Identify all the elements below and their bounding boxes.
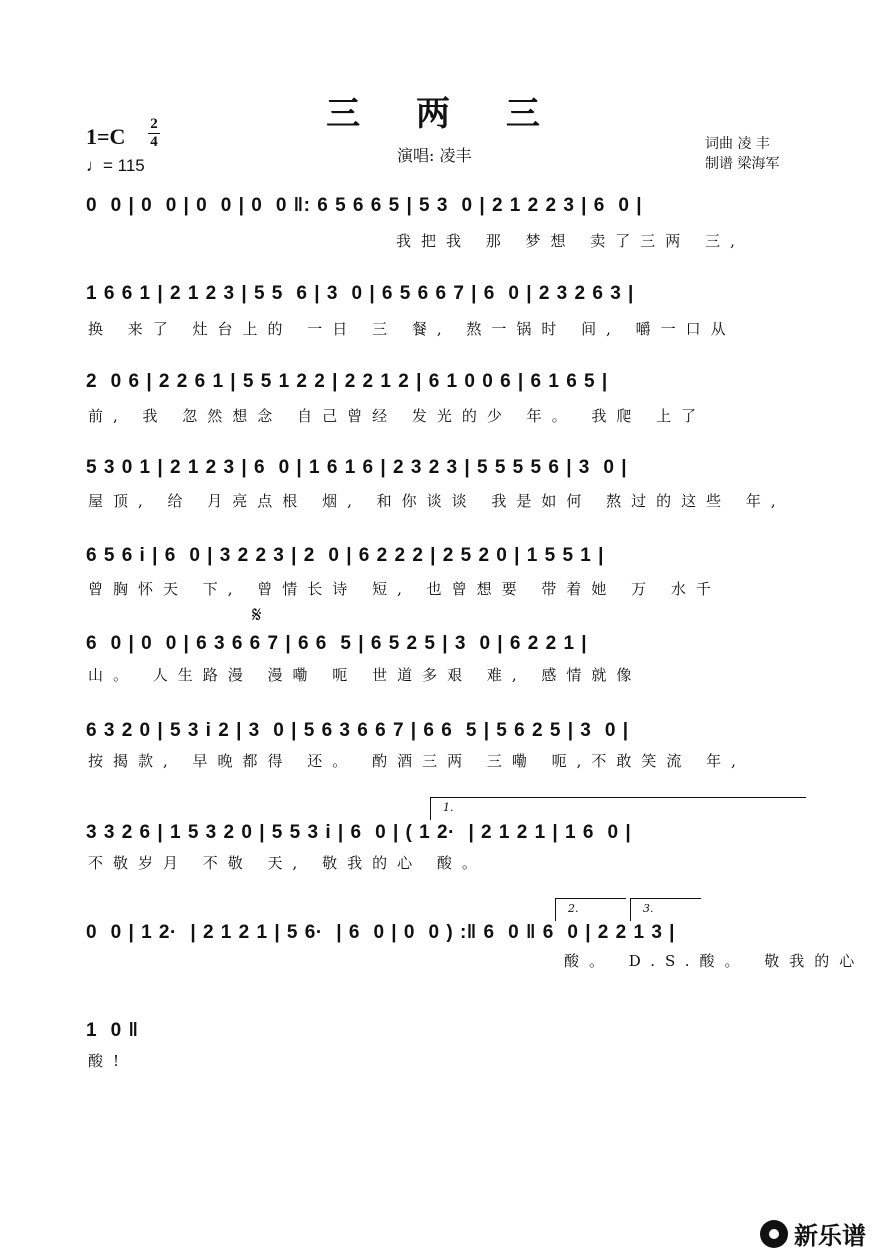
staff-line: 0 0 | 1 2· | 2 1 2 1 | 5 6· | 6 0 | 0 0 ) :‖ 6 0 ‖ 6 0 | 2 2 1 3 | [86, 922, 675, 943]
segno-mark: 𝄋 [252, 603, 262, 628]
site-logo [760, 1216, 866, 1251]
staff-line: 1 6 6 1 | 2 1 2 3 | 5 5 6 | 3 0 | 6 5 6 6 7 | 6 0 | 2 3 2 6 3 | [86, 283, 634, 304]
singer-credit: 演唱: 凌丰 [397, 146, 472, 165]
vinyl-record-icon [760, 1220, 788, 1248]
lyric-line: 按揭款, 早晚都得 还。 酌酒三两 三嘞 呃,不敢笑流 年, [88, 752, 746, 770]
staff-line: 5 3 0 1 | 2 1 2 3 | 6 0 | 1 6 1 6 | 2 3 2 3 | 5 5 5 5 6 | 3 0 | [86, 457, 628, 478]
key-signature: 1=C [86, 124, 126, 149]
lyric-line: 酸。 D.S.酸。 敬我的心 [564, 952, 865, 970]
time-signature [148, 117, 160, 150]
lyric-line: 前, 我 忽然想念 自己曾经 发光的少 年。 我爬 上了 [88, 407, 707, 425]
volta-2: 2. [555, 898, 626, 921]
tempo-marking: ♩= 115 [86, 156, 145, 175]
credits [705, 134, 779, 174]
staff-line: 3 3 2 6 | 1 5 3 2 0 | 5 5 3 i | 6 0 | ( 1 2· | 2 1 2 1 | 1 6 0 | [86, 822, 632, 843]
staff-line: 1 0 ‖ [86, 1020, 139, 1041]
volta-3: 3. [630, 898, 701, 921]
logo-text: 新乐谱 [794, 1222, 866, 1250]
lyric-line: 换 来了 灶台上的 一日 三 餐, 熬一锅时 间, 嚼一口从 [88, 320, 736, 338]
staff-line: 2 0 6 | 2 2 6 1 | 5 5 1 2 2 | 2 2 1 2 | 6 1 0 0 6 | 6 1 6 5 | [86, 371, 608, 392]
staff-line: 6 3 2 0 | 5 3 i 2 | 3 0 | 5 6 3 6 6 7 | 6 6 5 | 5 6 2 5 | 3 0 | [86, 720, 629, 741]
lyric-line: 屋顶, 给 月亮点根 烟, 和你谈谈 我是如何 熬过的这些 年, [88, 492, 786, 510]
time-signature-bottom: 4 [150, 134, 158, 150]
staff-line: 0 0 | 0 0 | 0 0 | 0 0 ‖: 6 5 6 6 5 | 5 3 0 | 2 1 2 2 3 | 6 0 | [86, 195, 643, 216]
time-signature-top: 2 [150, 116, 158, 132]
lyric-line: 不敬岁月 不敬 天, 敬我的心 酸。 [88, 854, 487, 872]
lyric-line: 山。 人生路漫 漫嘞 呃 世道多艰 难, 感情就像 [88, 666, 642, 684]
lyric-line: 我把我 那 梦想 卖了三两 三, [396, 232, 745, 250]
volta-1: 1. [430, 797, 806, 820]
arranger-credit: 制谱 梁海军 [705, 156, 780, 172]
staff-line: 6 5 6 i | 6 0 | 3 2 2 3 | 2 0 | 6 2 2 2 | 2 5 2 0 | 1 5 5 1 | [86, 545, 604, 566]
song-title: 三 两 三 [326, 94, 562, 134]
lyric-line: 酸! [88, 1052, 130, 1070]
staff-line: 6 0 | 0 0 | 6 3 6 6 7 | 6 6 5 | 6 5 2 5 | 3 0 | 6 2 2 1 | [86, 633, 588, 654]
lyric-line: 曾胸怀天 下, 曾情长诗 短, 也曾想要 带着她 万 水千 [88, 580, 721, 598]
lyrics-composer-credit: 词曲 凌 丰 [705, 136, 770, 152]
